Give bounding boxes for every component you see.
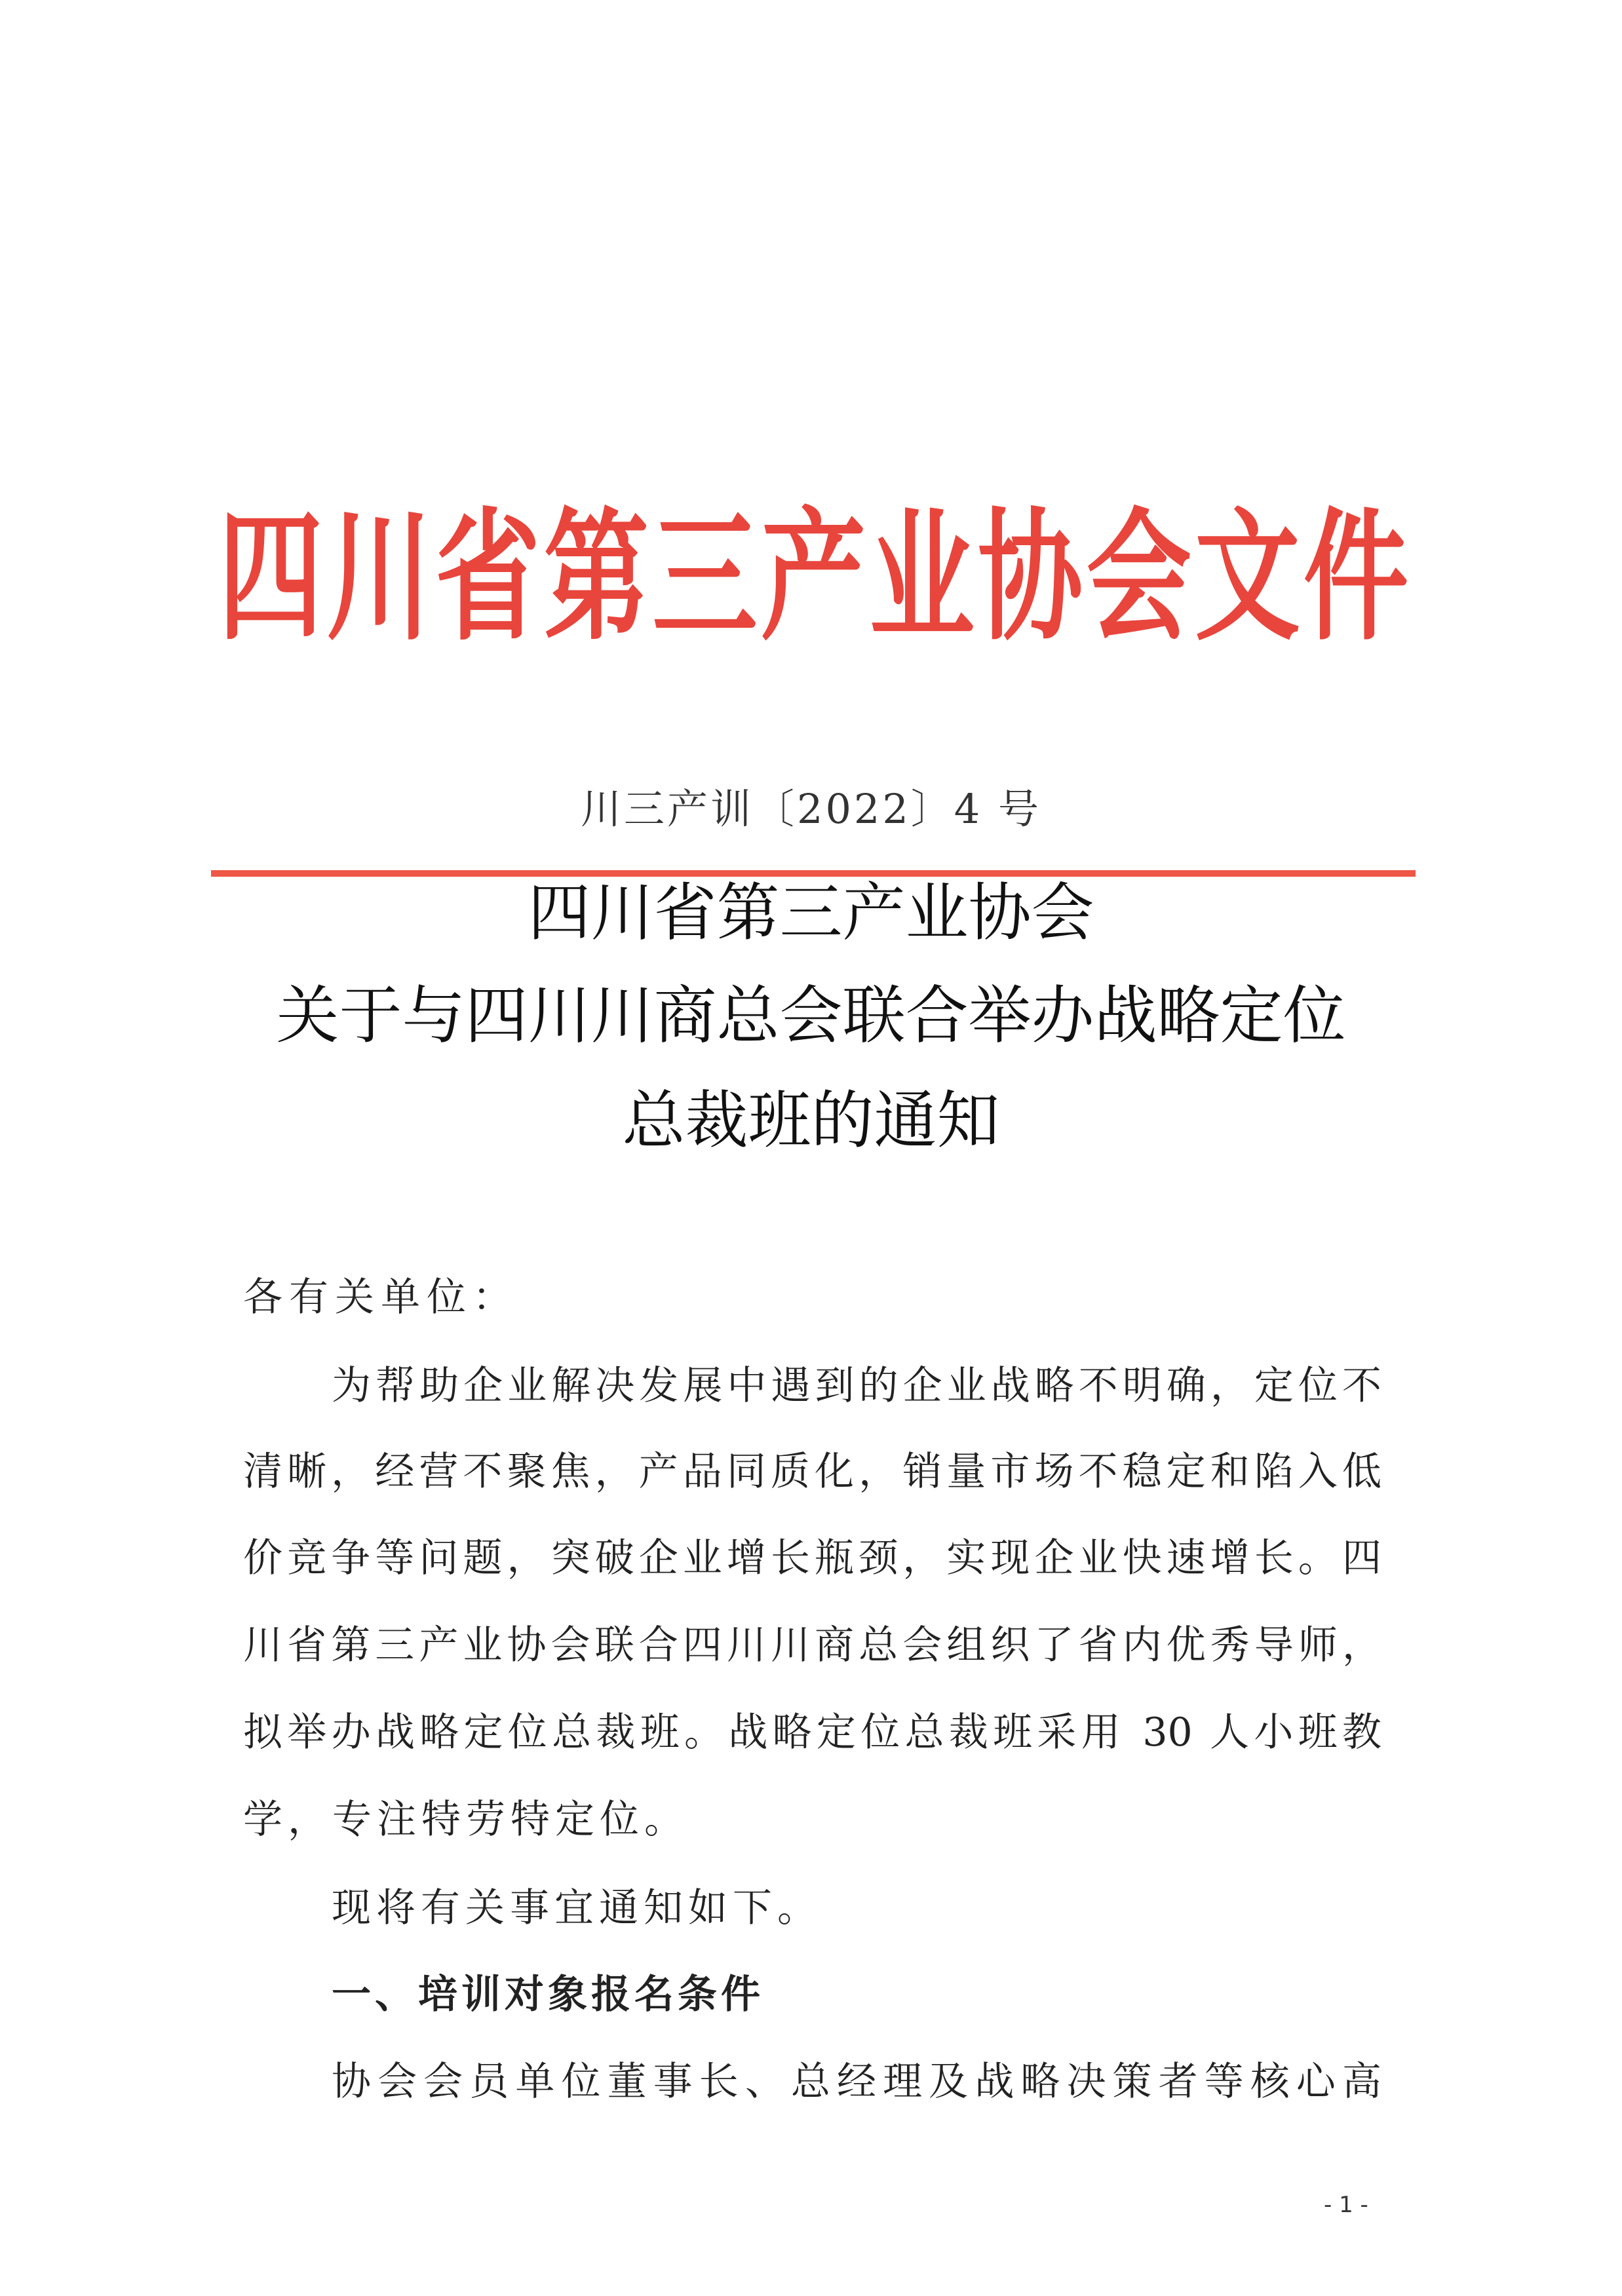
salutation: 各有关单位： bbox=[243, 1274, 518, 1320]
document-red-header-title: 四川省第三产业协会文件 bbox=[218, 493, 1408, 660]
section-heading: 一、培训对象报名条件 bbox=[332, 1972, 764, 2018]
body-line: 为帮助企业解决发展中遇到的企业战略不明确，定位不 bbox=[332, 1363, 1381, 1409]
body-line: 价竞争等问题，突破企业增长瓶颈，实现企业快速增长。四 bbox=[243, 1535, 1381, 1581]
document-number: 川三产训〔2022〕4 号 bbox=[581, 785, 1041, 833]
body-line: 现将有关事宜通知如下。 bbox=[332, 1885, 822, 1931]
body-line: 学，专注特劳特定位。 bbox=[243, 1797, 689, 1843]
body-line: 协会会员单位董事长、总经理及战略决策者等核心高 bbox=[332, 2059, 1381, 2105]
body-line: 川省第三产业协会联合四川川商总会组织了省内优秀导师， bbox=[243, 1622, 1381, 1668]
notice-title-line-2: 关于与四川川商总会联合举办战略定位 bbox=[276, 979, 1346, 1052]
notice-title-line-3: 总裁班的通知 bbox=[622, 1084, 1000, 1157]
body-line: 拟举办战略定位总裁班。战略定位总裁班采用 30 人小班教 bbox=[243, 1710, 1381, 1755]
notice-title-line-1: 四川省第三产业协会 bbox=[528, 876, 1094, 949]
body-line: 清晰，经营不聚焦，产品同质化，销量市场不稳定和陷入低 bbox=[243, 1449, 1381, 1495]
page-number: - 1 - bbox=[1324, 2192, 1368, 2218]
